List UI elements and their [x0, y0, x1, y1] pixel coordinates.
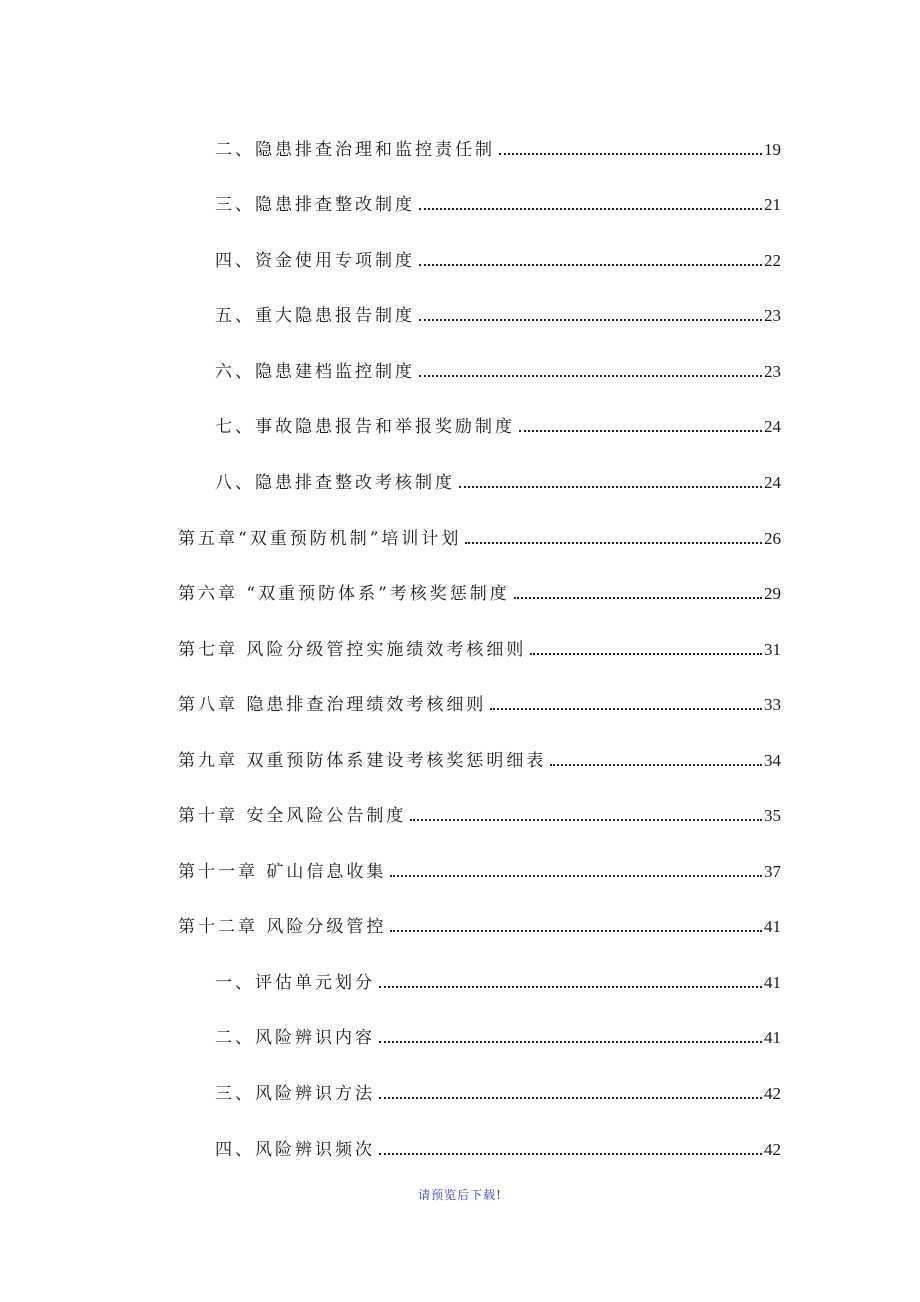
dot-leader [459, 486, 762, 488]
toc-entry-title: 一、评估单元划分 [215, 973, 375, 993]
toc-entry-title: 第五章“双重预防机制”培训计划 [178, 529, 462, 549]
toc-page-number: 21 [764, 195, 781, 214]
toc-page-number: 31 [764, 640, 781, 659]
toc-entry-title: 四、资金使用专项制度 [215, 251, 415, 271]
toc-page-number: 37 [764, 862, 781, 881]
toc-entry[interactable] [178, 635, 781, 661]
toc-entry-title: 八、隐患排查整改考核制度 [215, 473, 455, 493]
toc-page-number: 41 [764, 973, 781, 992]
toc-entry[interactable] [215, 357, 781, 383]
dot-leader [379, 1041, 762, 1043]
toc-page-number: 26 [764, 529, 781, 548]
toc-entry[interactable] [178, 579, 781, 605]
toc-entry-title: 三、风险辨识方法 [215, 1084, 375, 1104]
toc-page-number: 35 [764, 806, 781, 825]
toc-entry-title: 第十章 安全风险公告制度 [178, 806, 407, 826]
toc-entry[interactable] [215, 246, 781, 272]
toc-page-number: 33 [764, 695, 781, 714]
toc-entry[interactable] [178, 524, 781, 550]
toc-entry[interactable] [215, 1079, 781, 1105]
toc-entry[interactable] [215, 190, 781, 216]
toc-entry-title: 二、风险辨识内容 [215, 1028, 375, 1048]
toc-page-number: 42 [764, 1084, 781, 1103]
toc-entry[interactable] [215, 1135, 781, 1161]
toc-page-number: 29 [764, 584, 781, 603]
dot-leader [390, 930, 762, 932]
toc-entry-title: 六、隐患建档监控制度 [215, 362, 415, 382]
toc-entry-title: 第十二章 风险分级管控 [178, 917, 387, 937]
toc-entry-title: 第八章 隐患排查治理绩效考核细则 [178, 695, 487, 715]
toc-entry-title: 二、隐患排查治理和监控责任制 [215, 140, 495, 160]
toc-page-number: 34 [764, 751, 781, 770]
toc-entry[interactable] [178, 746, 781, 772]
dot-leader [490, 708, 762, 710]
dot-leader [419, 375, 762, 377]
dot-leader [379, 1097, 762, 1099]
dot-leader [379, 986, 762, 988]
toc-entry-title: 第六章 “双重预防体系”考核奖惩制度 [178, 584, 510, 604]
dot-leader [419, 264, 762, 266]
dot-leader [379, 1153, 762, 1155]
dot-leader [519, 430, 762, 432]
toc-page-number: 41 [764, 917, 781, 936]
toc-entry-title: 三、隐患排查整改制度 [215, 195, 415, 215]
toc-entry[interactable] [178, 912, 781, 938]
toc-entry[interactable] [215, 968, 781, 994]
dot-leader [419, 319, 762, 321]
dot-leader [410, 819, 762, 821]
toc-page-number: 23 [764, 306, 781, 325]
toc-page-number: 19 [764, 140, 781, 159]
toc-entry-title: 第十一章 矿山信息收集 [178, 862, 387, 882]
toc-entry[interactable] [215, 301, 781, 327]
toc-entry[interactable] [215, 412, 781, 438]
toc-entry[interactable] [178, 690, 781, 716]
toc-page-number: 42 [764, 1140, 781, 1159]
toc-page-number: 24 [764, 417, 781, 436]
dot-leader [419, 208, 762, 210]
toc-entry[interactable] [215, 468, 781, 494]
toc-entry[interactable] [178, 857, 781, 883]
preview-download-note: 请预览后下载! [418, 1188, 502, 1202]
dot-leader [550, 764, 762, 766]
toc-entry[interactable] [178, 801, 781, 827]
toc-entry-title: 第九章 双重预防体系建设考核奖惩明细表 [178, 751, 547, 771]
dot-leader [530, 653, 762, 655]
toc-entry[interactable] [215, 135, 781, 161]
dot-leader [514, 597, 762, 599]
dot-leader [465, 542, 762, 544]
toc-entry-title: 四、风险辨识频次 [215, 1140, 375, 1160]
toc-page-number: 22 [764, 251, 781, 270]
dot-leader [390, 875, 762, 877]
toc-page-number: 24 [764, 473, 781, 492]
dot-leader [499, 153, 762, 155]
toc-entry-title: 五、重大隐患报告制度 [215, 306, 415, 326]
toc-page-number: 41 [764, 1028, 781, 1047]
toc-page-number: 23 [764, 362, 781, 381]
toc-entry-title: 七、事故隐患报告和举报奖励制度 [215, 417, 515, 437]
toc-entry[interactable] [215, 1023, 781, 1049]
toc-entry-title: 第七章 风险分级管控实施绩效考核细则 [178, 640, 527, 660]
